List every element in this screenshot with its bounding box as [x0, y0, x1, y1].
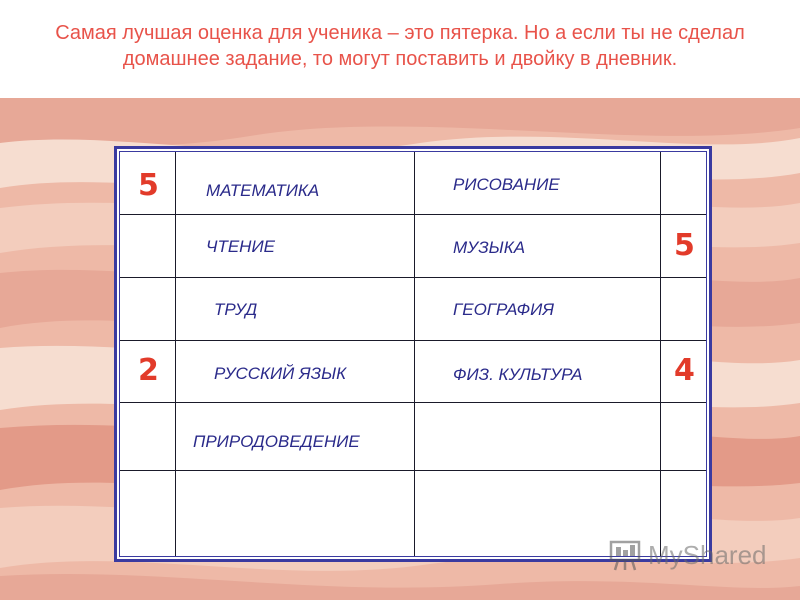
diary-inner-frame — [119, 151, 707, 557]
subject-drawing: РИСОВАНИЕ — [453, 175, 560, 194]
subject-math: МАТЕМАТИКА — [206, 181, 320, 200]
presentation-icon — [608, 538, 642, 572]
subject-labor: ТРУД — [214, 300, 258, 319]
subject-nature-studies: ПРИРОДОВЕДЕНИЕ — [193, 432, 360, 451]
row-divider — [120, 277, 706, 278]
subject-reading: ЧТЕНИЕ — [206, 237, 275, 256]
subject-geography: ГЕОГРАФИЯ — [453, 300, 554, 319]
watermark — [608, 535, 767, 575]
header-text: Самая лучшая оценка для ученика – это пятерка. Но а если ты не сделал домашнее задание, то могут поставить и двойку в дневник. — [55, 22, 745, 70]
grade-math: 5 — [138, 168, 159, 203]
subject-pe: ФИЗ. КУЛЬТУРА — [453, 365, 583, 384]
column-divider — [414, 152, 415, 556]
grade-pe: 4 — [674, 353, 695, 388]
diary-table — [114, 146, 712, 562]
grade-music: 5 — [674, 228, 695, 263]
header — [0, 0, 800, 98]
grade-russian: 2 — [138, 353, 159, 388]
row-divider — [120, 214, 706, 215]
subject-music: МУЗЫКА — [453, 238, 526, 257]
row-divider — [120, 340, 706, 341]
column-divider — [175, 152, 176, 556]
row-divider — [120, 402, 706, 403]
subject-russian: РУССКИЙ ЯЗЫК — [214, 364, 347, 383]
watermark-text: MyShared — [648, 539, 767, 570]
column-divider — [660, 152, 661, 556]
row-divider — [120, 470, 706, 471]
